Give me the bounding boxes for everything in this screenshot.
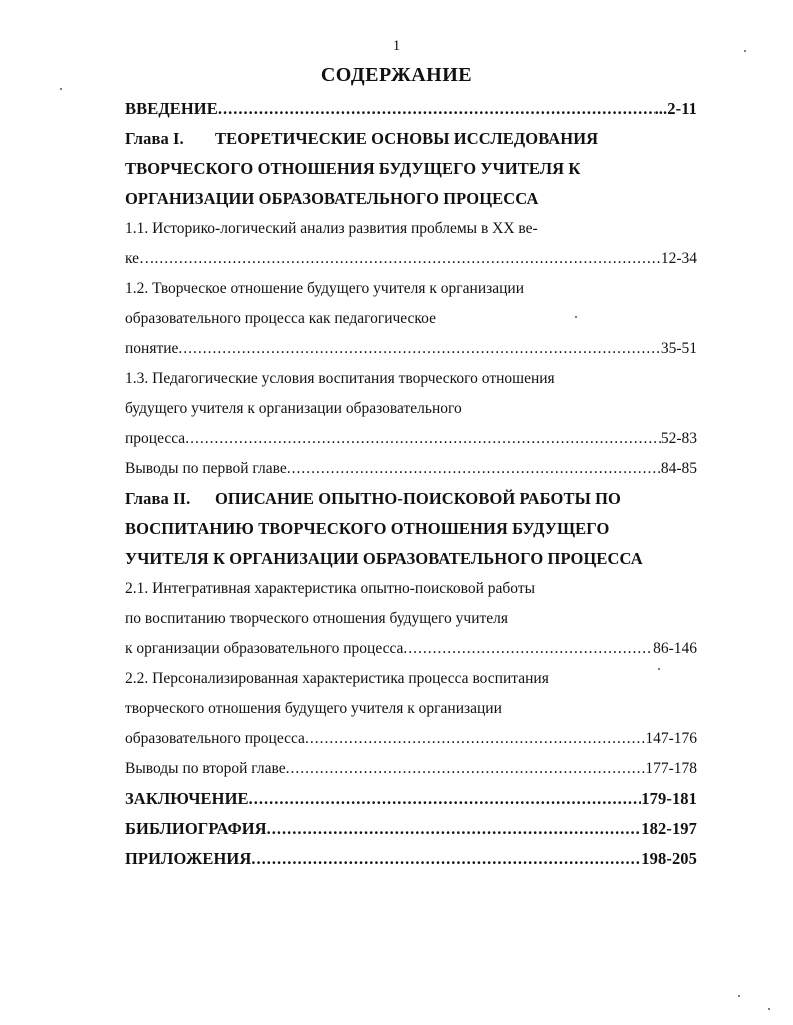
chapter-title-line: ОПИСАНИЕ ОПЫТНО-ПОИСКОВОЙ РАБОТЫ ПО <box>215 489 621 508</box>
toc-entry-pages: 198-205 <box>641 849 697 868</box>
scan-speck <box>744 50 746 52</box>
toc-entry-text: будущего учителя к организации образовательного <box>125 400 462 417</box>
chapter-1-heading-line-3 <box>125 184 697 214</box>
toc-entry-text: 1.3. Педагогические условия воспитания творческого отношения <box>125 370 555 387</box>
scan-speck <box>738 995 740 997</box>
dot-leader <box>218 94 655 124</box>
toc-entry-pages: 147-176 <box>645 730 697 747</box>
section-1-2-line-3 <box>125 334 697 364</box>
toc-entry-pages: 182-197 <box>641 819 697 838</box>
dot-leader <box>185 424 661 454</box>
toc-entry-text: по воспитанию творческого отношения будущего учителя <box>125 610 509 627</box>
dot-leader <box>305 724 645 754</box>
toc-entry-text: ке… <box>125 250 155 267</box>
toc-entry-pages: ...2-11 <box>654 99 697 118</box>
section-2-2-line-3 <box>125 724 697 754</box>
chapter-title-line: УЧИТЕЛЯ К ОРГАНИЗАЦИИ ОБРАЗОВАТЕЛЬНОГО ПРОЦЕССА <box>125 549 643 568</box>
section-1-2-line-2 <box>125 304 697 334</box>
toc-entry-introduction <box>125 94 697 124</box>
section-2-1-line-1 <box>125 574 697 604</box>
dot-leader <box>251 844 641 874</box>
section-1-3-line-1 <box>125 364 697 394</box>
dot-leader <box>178 334 660 364</box>
toc-entry-text: 2.2. Персонализированная характеристика процесса воспитания <box>125 670 549 687</box>
toc-entry-label: ПРИЛОЖЕНИЯ <box>125 849 252 868</box>
section-2-2-line-2 <box>125 694 697 724</box>
chapter-title-line: ТЕОРЕТИЧЕСКИЕ ОСНОВЫ ИССЛЕДОВАНИЯ <box>215 129 599 148</box>
toc-entry-label: БИБЛИОГРАФИЯ <box>125 819 267 838</box>
toc-entry-label: ВВЕДЕНИЕ <box>125 99 218 118</box>
toc-entry-text: образовательного процесса как педагогическое <box>125 310 436 327</box>
section-1-3-line-2 <box>125 394 697 424</box>
toc-entry-text: творческого отношения будущего учителя к организации <box>125 700 502 717</box>
section-2-2-line-1 <box>125 664 697 694</box>
scan-speck <box>60 88 62 90</box>
table-of-contents <box>125 94 697 874</box>
toc-entry-pages: 177-178 <box>645 760 697 777</box>
toc-entry-pages: 179-181 <box>641 789 697 808</box>
toc-entry-text: Выводы по второй главе <box>125 760 286 777</box>
toc-entry-appendices <box>125 844 697 874</box>
chapter-title-line: ВОСПИТАНИЮ ТВОРЧЕСКОГО ОТНОШЕНИЯ БУДУЩЕГО <box>125 519 610 538</box>
toc-entry-text: 1.2. Творческое отношение будущего учителя к организации <box>125 280 525 297</box>
toc-entry-text: понятие <box>125 340 179 357</box>
toc-entry-pages: 12-34 <box>660 250 697 267</box>
chapter-1-heading <box>125 124 697 154</box>
toc-entry-pages: 86-146 <box>653 640 697 657</box>
dot-leader <box>286 754 646 784</box>
toc-entry-text: 2.1. Интегративная характеристика опытно-поисковой работы <box>125 580 536 597</box>
toc-entry-label: ЗАКЛЮЧЕНИЕ <box>125 789 249 808</box>
dot-leader <box>249 784 642 814</box>
dot-leader <box>267 814 642 844</box>
toc-entry-pages: 35-51 <box>660 340 697 357</box>
toc-entry-text: образовательного процесса <box>125 730 305 747</box>
toc-entry-bibliography <box>125 814 697 844</box>
chapter-2-heading <box>125 484 697 514</box>
chapter-label: Глава I. <box>125 129 184 148</box>
section-2-1-line-2 <box>125 604 697 634</box>
toc-entry-pages: 84-85 <box>660 460 697 477</box>
toc-entry-pages: 52-83 <box>660 430 697 447</box>
section-1-1-line-2 <box>125 244 697 274</box>
scan-speck <box>575 316 577 318</box>
chapter-2-heading-line-3 <box>125 544 697 574</box>
toc-entry-conclusion <box>125 784 697 814</box>
page-number: 1 <box>392 38 401 54</box>
dot-leader <box>287 454 661 484</box>
page-title: СОДЕРЖАНИЕ <box>320 64 473 86</box>
section-1-2-line-1 <box>125 274 697 304</box>
chapter-2-heading-line-2 <box>125 514 697 544</box>
toc-entry-text: 1.1. Историко-логический анализ развития проблемы в XX ве- <box>125 220 538 237</box>
section-1-3-line-3 <box>125 424 697 454</box>
chapter-title-line: ОРГАНИЗАЦИИ ОБРАЗОВАТЕЛЬНОГО ПРОЦЕССА <box>125 189 539 208</box>
scan-speck <box>658 668 660 670</box>
toc-entry-conclusions-2 <box>125 754 697 784</box>
toc-entry-text: Выводы по первой главе <box>125 460 287 477</box>
chapter-1-heading-line-2 <box>125 154 697 184</box>
chapter-title-line: ТВОРЧЕСКОГО ОТНОШЕНИЯ БУДУЩЕГО УЧИТЕЛЯ К <box>125 159 581 178</box>
toc-entry-text: к организации образовательного процесса <box>125 640 404 657</box>
toc-entry-text: процесса <box>125 430 186 447</box>
chapter-label: Глава II. <box>125 489 191 508</box>
scan-speck <box>768 1008 770 1010</box>
dot-leader <box>155 244 661 274</box>
section-2-1-line-3 <box>125 634 697 664</box>
toc-entry-conclusions-1 <box>125 454 697 484</box>
dot-leader <box>403 634 653 664</box>
section-1-1-line-1 <box>125 214 697 244</box>
